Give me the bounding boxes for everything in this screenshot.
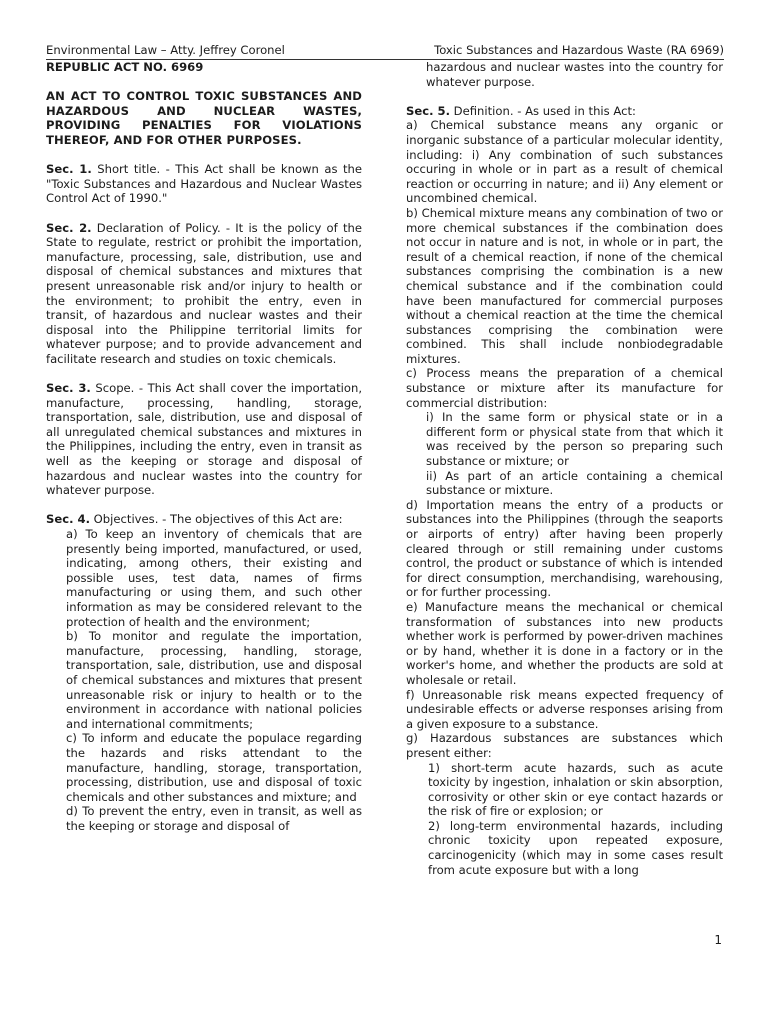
section-5-text: Definition. - As used in this Act: [450, 103, 636, 118]
definition-g: g) Hazardous substances are substances which present either: [406, 731, 723, 760]
definition-g-2: 2) long-term environmental hazards, including chronic toxicity upon repeated exposure, carcinogenicity (which may in some cases result from acute exposure but with a long [428, 818, 723, 877]
header-course: Environmental Law – Atty. Jeffrey Coronel [46, 43, 285, 57]
ra-number: REPUBLIC ACT NO. 6969 [46, 60, 204, 74]
page-header [46, 43, 724, 60]
section-1-text: Short title. - This Act shall be known as the "Toxic Substances and Hazardous and Nuclear Wastes Control Act of 1990." [46, 162, 362, 206]
definition-c: c) Process means the preparation of a chemical substance or mixture after its manufacture for commercial distribution: [406, 366, 723, 410]
definition-c-ii: ii) As part of an article containing a chemical substance or mixture. [426, 468, 723, 498]
section-4-text: Objectives. - The objectives of this Act are: [90, 512, 343, 527]
section-3-text: Scope. - This Act shall cover the importation, manufacture, processing, handling, storage, transportation, sale, distribution, use and disposal of all unregulated chemical substances and mixtures in the Philippines, including the entry, even in transit as well as the keeping or storage and disposal of hazardous and nuclear wastes into the country for whatever purpose. [46, 381, 363, 498]
objective-d-continued: hazardous and nuclear wastes into the country for whatever purpose. [426, 60, 723, 89]
definition-c-i: i) In the same form or physical state or in a different form or physical state from that which it was received by the person so preparing such substance or mixture; or [426, 410, 723, 469]
section-1 [46, 162, 362, 206]
section-2-text: Declaration of Policy. - It is the policy of the State to regulate, restrict or prohibit the importation, manufacture, processing, sale, distribution, use and disposal of chemical substances and mixtures that present unreasonable risk and/or injury to health or the environment; to prohibit the entry, even in transit, of hazardous and nuclear wastes and their disposal into the Philippine territorial limits for whatever purpose; and to provide advancement and facilitate research and studies on toxic chemicals. [46, 220, 362, 366]
objective-c: c) To inform and educate the populace regarding the hazards and risks attendant to the manufacture, handling, storage, transportation, processing, distribution, use and disposal of toxic chemicals and other substances and mixture; and [66, 731, 362, 804]
page-number: 1 [714, 933, 722, 947]
definition-e: e) Manufacture means the mechanical or chemical transformation of substances into new products whether work is performed by power-driven machines or by hand, whether it is done in a factory or in the worker's home, and whether the products are sold at wholesale or retail. [406, 599, 723, 687]
definition-b: b) Chemical mixture means any combination of two or more chemical substances if the combination does not occur in nature and is not, in whole or in part, the result of a chemical reaction, if none of the chemical substances comprising the combination is a new chemical substance and if the combination could have been manufactured for commercial purposes without a chemical reaction at the time the chemical substances comprising the combination were combined. This shall include nonbiodegradable mixtures. [406, 205, 723, 366]
section-3 [46, 381, 362, 498]
section-2 [46, 221, 362, 367]
definition-g-1: 1) short-term acute hazards, such as acute toxicity by ingestion, inhalation or skin absorption, corrosivity or other skin or eye contact hazards or the risk of fire or explosion; or [428, 760, 723, 819]
section-2-head: Sec. 2. [46, 220, 92, 235]
section-3-head: Sec. 3. [46, 381, 91, 396]
left-column [46, 60, 362, 833]
section-5 [406, 104, 723, 119]
objective-b: b) To monitor and regulate the importation, manufacture, processing, handling, storage, transportation, sale, distribution, use and disposal of chemical substances and mixtures that present unreasonable risk or injury to health or to the environment in accordance with national policies and international commitments; [66, 629, 362, 731]
definition-d: d) Importation means the entry of a products or substances into the Philippines (through the seaports or airports of entry) after having been properly cleared through or still remaining under customs control, the product or substance of which is intended for direct consumption, merchandising, warehousing, or for further processing. [406, 497, 723, 600]
right-column [406, 60, 723, 877]
definition-f: f) Unreasonable risk means expected frequency of undesirable effects or adverse responses arising from a given exposure to a substance. [406, 687, 723, 731]
section-4-head: Sec. 4. [46, 512, 90, 527]
objective-d: d) To prevent the entry, even in transit, as well as the keeping or storage and disposal of [66, 804, 362, 833]
section-1-head: Sec. 1. [46, 162, 92, 177]
section-4 [46, 512, 362, 527]
objective-a: a) To keep an inventory of chemicals that are presently being imported, manufactured, or used, indicating, among others, their existing and possible uses, test data, names of firms manufacturing or using them, and such other information as may be considered relevant to the protection of health and the environment; [66, 527, 362, 629]
header-topic: Toxic Substances and Hazardous Waste (RA 6969) [434, 43, 724, 57]
act-title: AN ACT TO CONTROL TOXIC SUBSTANCES AND HAZARDOUS AND NUCLEAR WASTES, PROVIDING PENALTIES FOR VIOLATIONS THEREOF, AND FOR OTHER PURPOSES. [46, 89, 362, 147]
section-5-head: Sec. 5. [406, 103, 450, 118]
definition-a: a) Chemical substance means any organic or inorganic substance of a particular molecular identity, including: i) Any combination of such substances occuring in whole or in part as a result of chemical reaction or occurring in nature; and ii) Any element or uncombined chemical. [406, 118, 723, 206]
